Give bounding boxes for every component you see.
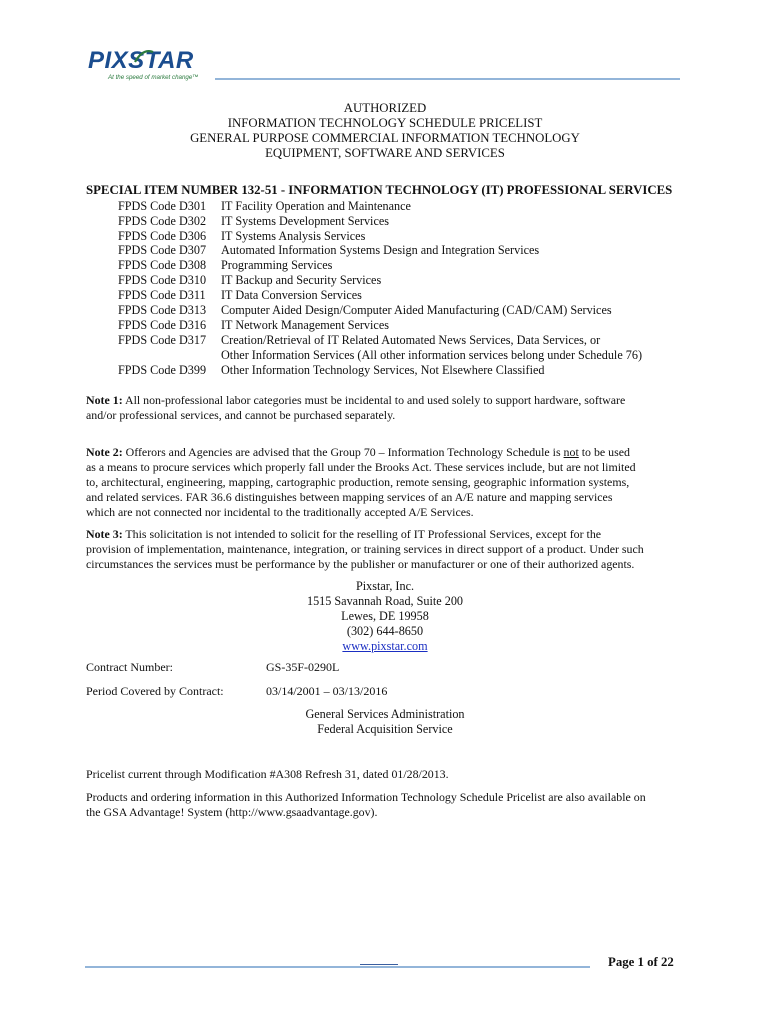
- note-1-label: Note 1:: [86, 393, 123, 407]
- fpds-code: FPDS Code D307: [118, 243, 207, 257]
- fpds-description-continued: Other Information Services (All other information services belong under Schedule 76): [221, 348, 643, 362]
- products-info-line: the GSA Advantage! System (http://www.gsaadvantage.gov).: [86, 805, 378, 819]
- footer-rule: [85, 966, 590, 968]
- fpds-description: IT Facility Operation and Maintenance: [221, 199, 411, 213]
- note-2-text-tail: to be used: [578, 445, 630, 459]
- note-2: [86, 445, 696, 520]
- company-address-line-1: 1515 Savannah Road, Suite 200: [306, 594, 464, 608]
- fpds-description: IT Backup and Security Services: [221, 273, 382, 287]
- note-3-line: circumstances the services must be performance by the publisher or manufacturer or one of their authorized agents.: [86, 557, 635, 571]
- note-2-emphasis: not: [563, 445, 579, 459]
- page-number: Page 1 of 22: [608, 955, 674, 969]
- products-info: [86, 790, 696, 820]
- title-line-2: INFORMATION TECHNOLOGY SCHEDULE PRICELIST: [227, 116, 543, 130]
- fpds-description: IT Network Management Services: [221, 318, 389, 332]
- fpds-code: FPDS Code D311: [118, 288, 206, 302]
- company-address-line-2: Lewes, DE 19958: [341, 609, 429, 623]
- fpds-code: FPDS Code D302: [118, 214, 207, 228]
- fpds-code: FPDS Code D301: [118, 199, 207, 213]
- note-2-label: Note 2:: [86, 445, 123, 459]
- agency-line-2: Federal Acquisition Service: [317, 722, 453, 736]
- note-1-text: All non-professional labor categories must be incidental to and used solely to support hardware, software: [124, 393, 626, 407]
- note-3-label: Note 3:: [86, 527, 123, 541]
- pixstar-logo: [88, 48, 213, 84]
- fpds-description: Other Information Technology Services, Not Elsewhere Classified: [221, 363, 545, 377]
- note-3-text: This solicitation is not intended to solicit for the reselling of IT Professional Services, except for the: [125, 527, 602, 541]
- contract-period-value: 03/14/2001 – 03/13/2016: [266, 684, 388, 698]
- title-line-3: GENERAL PURPOSE COMMERCIAL INFORMATION TECHNOLOGY: [190, 131, 580, 145]
- fpds-code: FPDS Code D399: [118, 363, 207, 377]
- agency-line-1: General Services Administration: [305, 707, 465, 721]
- note-3: [86, 527, 696, 572]
- logo-wordmark: PIXSTAR: [88, 47, 194, 74]
- company-phone: (302) 644-8650: [346, 624, 424, 638]
- fpds-description: IT Systems Analysis Services: [221, 229, 366, 243]
- fpds-code: FPDS Code D306: [118, 229, 207, 243]
- note-2-line: which are not connected nor incidental to the traditionally accepted A/E Services.: [86, 505, 474, 519]
- fpds-description: IT Systems Development Services: [221, 214, 390, 228]
- pricelist-current: [86, 767, 696, 782]
- fpds-description: Computer Aided Design/Computer Aided Manufacturing (CAD/CAM) Services: [221, 303, 612, 317]
- note-2-line: to, architectural, engineering, mapping, cartographic production, remote sensing, geographic information systems,: [86, 475, 630, 489]
- title-line-4: EQUIPMENT, SOFTWARE AND SERVICES: [265, 146, 505, 160]
- fpds-description: Automated Information Systems Design and Integration Services: [221, 243, 540, 257]
- contract-number-value: GS-35F-0290L: [266, 660, 340, 674]
- fpds-description: IT Data Conversion Services: [221, 288, 362, 302]
- fpds-description: Creation/Retrieval of IT Related Automated News Services, Data Services, or: [221, 333, 601, 347]
- note-2-line: and related services. FAR 36.6 distinguishes between mapping services of an A/E nature and mapping services: [86, 490, 613, 504]
- company-url-row: [0, 639, 770, 654]
- note-2-text: Offerors and Agencies are advised that the Group 70 – Information Technology Schedule is: [125, 445, 564, 459]
- company-name: Pixstar, Inc.: [355, 579, 415, 593]
- contract-number-label: Contract Number:: [86, 660, 173, 674]
- footer-tick-mark: [360, 964, 398, 965]
- logo-swoosh-icon: [134, 50, 154, 64]
- fpds-code: FPDS Code D313: [118, 303, 207, 317]
- note-1: [86, 393, 696, 423]
- header-rule: [215, 78, 680, 80]
- pricelist-current-text: Pricelist current through Modification #A308 Refresh 31, dated 01/28/2013.: [86, 767, 449, 781]
- fpds-code: FPDS Code D308: [118, 258, 207, 272]
- note-3-line: provision of implementation, maintenance, integration, or training services in direct support of a product. Under such: [86, 542, 644, 556]
- fpds-code: FPDS Code D310: [118, 273, 207, 287]
- title-line-1: AUTHORIZED: [343, 101, 427, 115]
- special-item-heading: SPECIAL ITEM NUMBER 132-51 - INFORMATION TECHNOLOGY (IT) PROFESSIONAL SERVICES: [86, 183, 673, 197]
- logo-tagline: At the speed of market change™: [108, 74, 199, 81]
- note-2-line: as a means to procure services which properly fall under the Brooks Act. These services include, but are not limited: [86, 460, 636, 474]
- fpds-description: Programming Services: [221, 258, 333, 272]
- fpds-code: FPDS Code D317: [118, 333, 207, 347]
- products-info-line: Products and ordering information in this Authorized Information Technology Schedule Pricelist are also available on: [86, 790, 646, 804]
- fpds-code: FPDS Code D316: [118, 318, 207, 332]
- note-1-text-continued: and/or professional services, and cannot be purchased separately.: [86, 408, 396, 422]
- company-website-link[interactable]: www.pixstar.com: [342, 639, 428, 653]
- contract-period-label: Period Covered by Contract:: [86, 684, 224, 698]
